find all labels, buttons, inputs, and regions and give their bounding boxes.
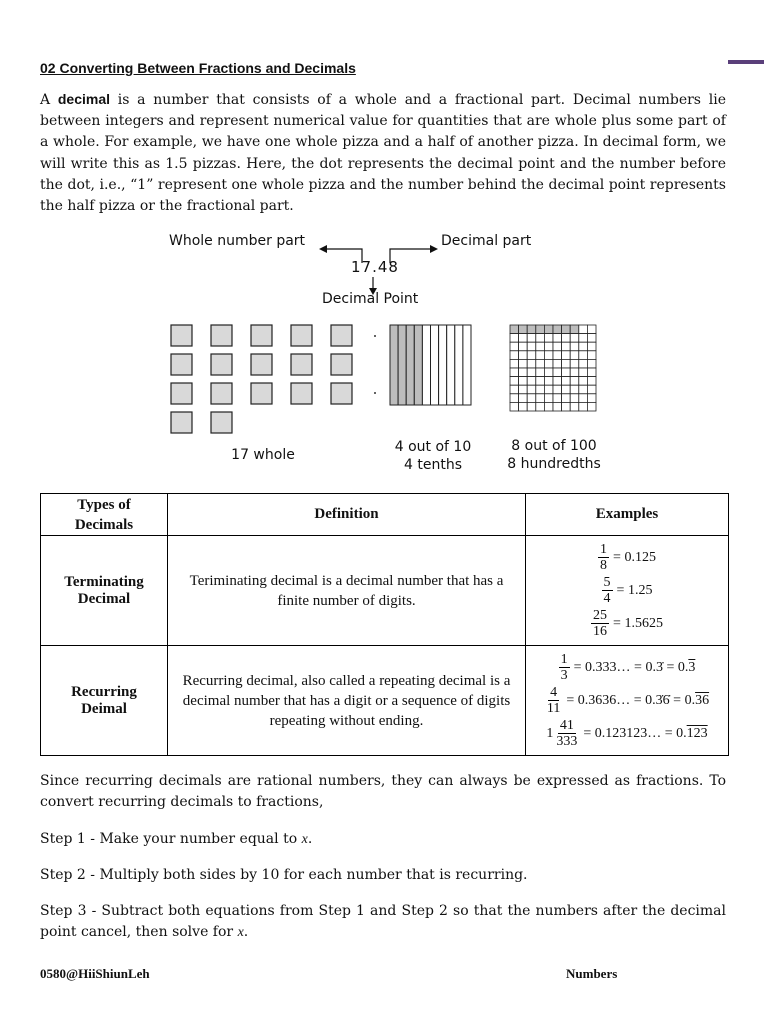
hundredth-cell — [579, 394, 588, 403]
hundredth-cell — [536, 342, 545, 351]
recurring-name-line2: Deimal — [81, 700, 127, 717]
hundredth-cell — [510, 325, 519, 334]
whole-square — [171, 383, 192, 404]
hundredth-cell — [553, 385, 562, 394]
tenth-strip — [398, 325, 406, 405]
tenth-strip — [439, 325, 447, 405]
fraction-numerator: 1 — [560, 652, 568, 667]
hundredth-cell — [510, 402, 519, 411]
example-value — [583, 726, 707, 742]
decimal-point-label: Decimal Point — [322, 291, 419, 307]
hundredth-cell — [587, 368, 596, 377]
whole-square — [251, 325, 272, 346]
decimal-diagram — [0, 225, 768, 485]
hundredth-cell — [553, 325, 562, 334]
header-types-line1: Types of — [77, 496, 131, 513]
hundredth-cell — [570, 368, 579, 377]
fraction-denominator: 4 — [603, 591, 611, 606]
fraction — [559, 652, 570, 683]
whole-square — [211, 354, 232, 375]
hundredth-cell — [562, 377, 571, 386]
hundredth-cell — [562, 402, 571, 411]
terminating-examples — [526, 536, 729, 646]
terminating-name-line2: Decimal — [77, 590, 131, 607]
hundredth-cell — [544, 402, 553, 411]
hundredth-cell — [519, 342, 528, 351]
tenth-strip — [406, 325, 414, 405]
hundredth-cell — [579, 402, 588, 411]
fraction — [554, 718, 579, 749]
whole-square — [331, 325, 352, 346]
fraction — [591, 608, 609, 639]
hundredth-cell — [527, 334, 536, 343]
example-value: = 1.25 — [616, 582, 653, 598]
tenth-strip — [414, 325, 422, 405]
caption-whole: 17 whole — [231, 447, 295, 463]
hundredth-cell — [544, 359, 553, 368]
hundredth-cell — [519, 334, 528, 343]
whole-arrow-head — [319, 245, 327, 253]
hundredth-cell — [562, 342, 571, 351]
hundredth-cell — [527, 342, 536, 351]
example-number: 17.48 — [351, 258, 399, 276]
fraction-numerator: 5 — [603, 575, 611, 590]
hundredth-cell — [579, 385, 588, 394]
step-3-variable: x — [237, 925, 244, 941]
hundredth-cell — [579, 351, 588, 360]
hundredth-cell — [553, 368, 562, 377]
whole-square — [171, 325, 192, 346]
hundredth-cell — [536, 351, 545, 360]
step-3-text: Step 3 - Subtract both equations from Step 1 and Step 2 so that the numbers after the decimal point cancel, then solve for — [40, 903, 726, 941]
hundredth-cell — [527, 368, 536, 377]
hundredth-cell — [570, 385, 579, 394]
whole-square — [211, 325, 232, 346]
fraction-denominator: 11 — [546, 701, 561, 716]
caption-hundredths-line2: 8 hundredths — [507, 456, 601, 472]
footer-right: Numbers — [566, 966, 618, 981]
tenth-strip — [431, 325, 439, 405]
table-row-recurring — [41, 646, 729, 756]
header-examples: Examples — [526, 494, 729, 536]
fraction — [598, 542, 609, 573]
hundredth-cell — [519, 368, 528, 377]
decimal-arrow-head — [430, 245, 438, 253]
hundredth-cell — [570, 325, 579, 334]
hundredth-cell — [527, 359, 536, 368]
caption-hundredths-line1: 8 out of 100 — [511, 438, 597, 454]
page-title: 02 Converting Between Fractions and Decimals — [40, 60, 356, 76]
fraction-numerator: 25 — [593, 608, 608, 623]
hundredth-cell — [544, 325, 553, 334]
recurring-examples — [526, 646, 729, 756]
recurring-example-3 — [530, 718, 724, 749]
caption-hundredths — [496, 437, 612, 473]
hundredth-cell — [570, 342, 579, 351]
whole-square — [251, 354, 272, 375]
hundredth-cell — [536, 334, 545, 343]
tenth-strip — [463, 325, 471, 405]
hundredth-cell — [536, 377, 545, 386]
hundredth-cell — [510, 359, 519, 368]
hundredth-cell — [519, 402, 528, 411]
terminating-example-2 — [530, 575, 724, 606]
whole-square — [211, 412, 232, 433]
hundredth-cell — [553, 334, 562, 343]
hundredth-cell — [562, 359, 571, 368]
hundredth-cell — [519, 394, 528, 403]
hundredth-cell — [510, 334, 519, 343]
hundredth-cell — [579, 359, 588, 368]
hundredth-cell — [587, 377, 596, 386]
header-definition: Definition — [168, 494, 526, 536]
recurring-type — [41, 646, 168, 756]
whole-square — [171, 354, 192, 375]
whole-square — [331, 383, 352, 404]
step-2: Step 2 - Multiply both sides by 10 for each number that is recurring. — [40, 867, 528, 883]
hundredth-cell — [570, 334, 579, 343]
intro-lead: A — [40, 92, 58, 108]
example-value-text: = 0.3636… = 0.3̇6̇ = 0. — [566, 692, 696, 708]
hundredth-cell — [587, 394, 596, 403]
fraction-denominator: 333 — [556, 734, 578, 749]
hundredth-cell — [544, 368, 553, 377]
hundredth-cell — [527, 351, 536, 360]
intro-text: is a number that consists of a whole and a fractional part. Decimal numbers lie between integers and represent numerical value for quantities that are whole plus some part of a whole. For example, we have one whole pizza and a half of another pizza. In decimal form, we will write this as 1.5 pizzas. Here, the dot represents the decimal point and the number before the dot, i.e., “1” represent one whole pizza and the number behind the decimal point represents the half pizza or the fractional part. — [40, 92, 726, 215]
table-header-row — [41, 494, 729, 536]
hundredth-cell — [553, 342, 562, 351]
hundredth-cell — [562, 334, 571, 343]
hundredth-cell — [519, 377, 528, 386]
header-types-line2: Decimals — [74, 516, 134, 533]
terminating-example-3 — [530, 608, 724, 639]
hundredth-cell — [587, 334, 596, 343]
fraction — [545, 685, 562, 716]
hundredth-cell — [562, 385, 571, 394]
hundredth-cell — [510, 385, 519, 394]
example-value-text: = 0.333… = 0.3̇ = 0. — [573, 659, 689, 675]
recurring-example-1 — [530, 652, 724, 683]
hundredth-cell — [587, 402, 596, 411]
hundredth-cell — [519, 325, 528, 334]
fraction-denominator: 16 — [593, 624, 608, 639]
hundredth-cell — [553, 377, 562, 386]
example-value — [566, 693, 709, 709]
header-accent-bar — [728, 60, 764, 64]
whole-square — [291, 383, 312, 404]
step-3-end: . — [243, 924, 249, 941]
recurring-name-line1: Recurring — [71, 683, 137, 700]
whole-squares — [171, 325, 352, 433]
hundredth-cell — [587, 325, 596, 334]
tenth-strip — [447, 325, 455, 405]
hundredth-cell — [570, 351, 579, 360]
terminating-example-1 — [530, 542, 724, 573]
whole-square — [211, 383, 232, 404]
decimal-types-table — [40, 493, 729, 756]
repeating-digits: 3 — [688, 659, 696, 675]
terminating-name-line1: Terminating — [64, 573, 144, 590]
example-value-text: = 0.123123… = 0. — [583, 725, 687, 741]
whole-square — [331, 354, 352, 375]
hundredth-cell — [579, 334, 588, 343]
hundredth-cell — [562, 325, 571, 334]
step-3 — [40, 901, 726, 943]
hundredth-cell — [536, 385, 545, 394]
intro-paragraph — [40, 89, 726, 217]
hundredth-cell — [570, 402, 579, 411]
hundredth-cell — [553, 394, 562, 403]
hundredth-cell — [544, 334, 553, 343]
example-value: = 0.125 — [613, 549, 656, 565]
fraction — [602, 575, 613, 606]
hundredth-cell — [587, 342, 596, 351]
hundredth-cell — [579, 377, 588, 386]
hundredth-cell — [570, 377, 579, 386]
hundredth-cell — [587, 359, 596, 368]
hundredth-cell — [544, 351, 553, 360]
hundredth-cell — [553, 402, 562, 411]
example-value: = 1.5625 — [613, 615, 663, 631]
fraction-numerator: 4 — [550, 685, 558, 700]
repeating-digits: 36 — [695, 692, 710, 708]
hundredth-cell — [587, 351, 596, 360]
hundredth-cell — [553, 351, 562, 360]
hundredth-cell — [527, 385, 536, 394]
mixed-number-whole: 1 — [546, 725, 554, 741]
hundredth-cell — [544, 394, 553, 403]
step-1-end: . — [307, 831, 313, 847]
whole-square — [291, 325, 312, 346]
intro-term: decimal — [57, 91, 110, 107]
step-1-text: Step 1 - Make your number equal to — [40, 831, 302, 847]
recurring-definition: Recurring decimal, also called a repeating decimal is a decimal number that has a digit or a sequence of digits repeating without ending. — [168, 646, 526, 756]
whole-square — [171, 412, 192, 433]
terminating-type — [41, 536, 168, 646]
hundredth-cell — [527, 394, 536, 403]
hundredth-cell — [536, 359, 545, 368]
whole-square — [251, 383, 272, 404]
recurring-example-2 — [530, 685, 724, 716]
step-1-variable: x — [301, 832, 308, 847]
fraction-denominator: 8 — [600, 558, 608, 573]
separator-dot-bottom — [374, 392, 376, 394]
caption-tenths-line2: 4 tenths — [404, 457, 462, 473]
hundredth-cell — [562, 351, 571, 360]
hundredth-cell — [536, 368, 545, 377]
tenth-strip — [390, 325, 398, 405]
hundredth-cell — [587, 385, 596, 394]
hundredth-cell — [536, 394, 545, 403]
hundredth-cell — [510, 368, 519, 377]
hundredth-cell — [570, 359, 579, 368]
fraction-numerator: 1 — [600, 542, 608, 557]
hundredth-cell — [510, 394, 519, 403]
caption-tenths-line1: 4 out of 10 — [394, 439, 472, 455]
hundredths-grid — [510, 325, 596, 411]
tenth-strip — [455, 325, 463, 405]
separator-dot-top — [374, 335, 376, 337]
whole-square — [291, 354, 312, 375]
hundredth-cell — [527, 402, 536, 411]
recurring-intro-paragraph: Since recurring decimals are rational numbers, they can always be expressed as fractions. To convert recurring decimals to fractions, — [40, 773, 726, 811]
repeating-digits: 123 — [686, 725, 708, 741]
hundredth-cell — [579, 325, 588, 334]
hundredth-cell — [544, 385, 553, 394]
hundredth-cell — [579, 368, 588, 377]
fraction-numerator: 41 — [559, 718, 574, 733]
step-1 — [40, 829, 726, 850]
hundredth-cell — [544, 342, 553, 351]
hundredth-cell — [536, 325, 545, 334]
fraction-denominator: 3 — [560, 668, 568, 683]
table-row-terminating — [41, 536, 729, 646]
tenths-grid — [390, 325, 471, 405]
hundredth-cell — [553, 359, 562, 368]
header-types — [41, 494, 168, 536]
hundredth-cell — [536, 402, 545, 411]
hundredth-cell — [510, 377, 519, 386]
hundredth-cell — [527, 377, 536, 386]
hundredth-cell — [527, 325, 536, 334]
hundredth-cell — [510, 351, 519, 360]
hundredth-cell — [562, 394, 571, 403]
hundredth-cell — [519, 351, 528, 360]
tenth-strip — [422, 325, 430, 405]
example-value — [574, 660, 696, 676]
hundredth-cell — [570, 394, 579, 403]
decimal-part-label: Decimal part — [441, 233, 532, 249]
hundredth-cell — [510, 342, 519, 351]
terminating-definition: Teriminating decimal is a decimal number that has a finite number of digits. — [168, 536, 526, 646]
hundredth-cell — [519, 359, 528, 368]
footer-left: 0580@HiiShiunLeh — [40, 966, 150, 981]
hundredth-cell — [562, 368, 571, 377]
caption-tenths — [380, 438, 486, 474]
hundredth-cell — [519, 385, 528, 394]
hundredth-cell — [579, 342, 588, 351]
hundredth-cell — [544, 377, 553, 386]
whole-number-part-label: Whole number part — [169, 233, 306, 249]
